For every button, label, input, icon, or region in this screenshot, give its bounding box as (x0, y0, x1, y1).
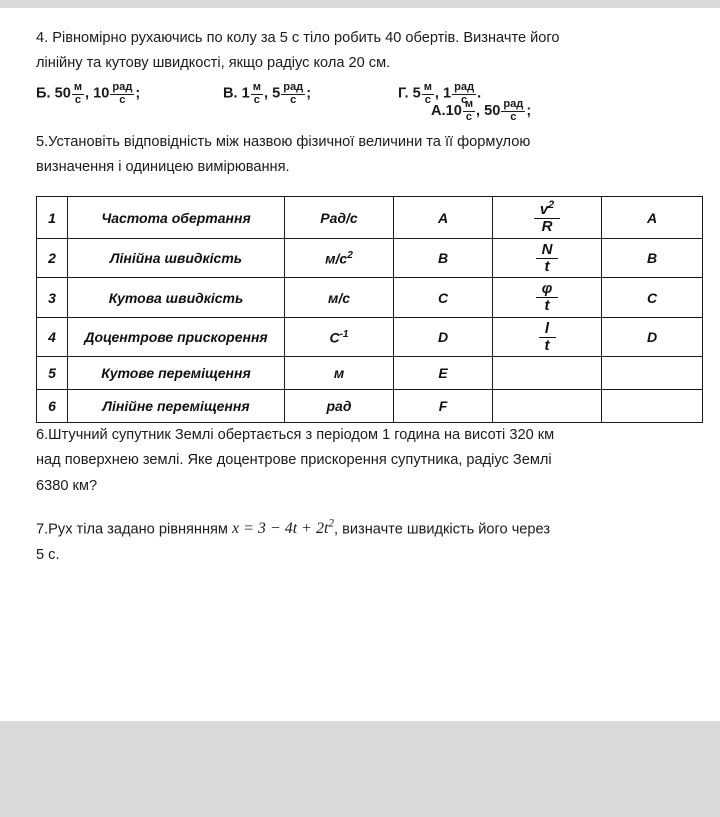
bottom-background-strip (0, 721, 720, 817)
unit-value: м (285, 357, 394, 390)
unit-value: рад (285, 390, 394, 423)
question-6-line-3: 6380 км? (36, 477, 98, 494)
formula-numerator: l (544, 319, 550, 337)
question-4-options-row (36, 82, 686, 116)
question-6-line-1: 6.Штучний супутник Землі обертається з періодом 1 година на висоті 320 км (36, 427, 555, 444)
option-a-value-2: 50 (484, 103, 501, 120)
formula-letter (602, 390, 703, 423)
question-4-line-2: лінійну та кутову швидкості, якщо радіус кола 20 см. (36, 55, 391, 72)
question-6-line-2: над поверхнею землі. Яке доцентрове прискорення супутника, радіус Землі (36, 452, 552, 469)
quantity-name: Лінійна швидкість (68, 238, 285, 278)
table-row (37, 357, 703, 390)
option-b-value-1: 50 (54, 85, 71, 102)
unit-value: $м/с^2$ (285, 238, 394, 278)
option-b-unit-2: $\frac{\text{рад}}{с}$ (112, 81, 133, 106)
table-row (37, 390, 703, 423)
quantity-name: Кутова швидкість (68, 278, 285, 318)
formula-cell (493, 197, 602, 239)
matching-table (36, 196, 703, 423)
table-row (37, 278, 703, 318)
option-v-separator: , (263, 85, 273, 102)
table-row (37, 238, 703, 278)
option-g-label: Г. (398, 85, 409, 102)
option-a-tail: ; (526, 103, 532, 120)
row-number: 6 (37, 390, 68, 423)
unit-letter: В (394, 238, 493, 278)
option-g-tail: . (477, 85, 482, 102)
formula-fraction (539, 321, 556, 354)
quantity-name: Лінійне переміщення (68, 390, 285, 423)
question-5-line-2: визначення і одиницею вимірювання. (36, 159, 290, 176)
option-b-unit-1: $\frac{м}{с}$ (73, 81, 83, 106)
option-b-label: Б. (36, 85, 51, 102)
option-v-tail: ; (306, 85, 312, 102)
top-background-strip (0, 0, 720, 8)
formula-cell (493, 390, 602, 423)
question-7-prefix: 7.Рух тіла задано рівнянням (36, 520, 233, 537)
unit-letter: С (394, 278, 493, 318)
option-v-label: В. (223, 85, 238, 102)
option-b-value-2: 10 (93, 85, 110, 102)
question-4-block (36, 26, 686, 123)
option-g-unit-2: $\frac{\text{рад}}{с}$ (454, 81, 475, 106)
question-6-block (36, 423, 686, 498)
question-4-line-1: 4. Рівномірно рухаючись по колу за 5 с тіло робить 40 обертів. Визначте його (36, 30, 560, 46)
quantity-name: Доцентрове прискорення (68, 317, 285, 357)
option-b (36, 82, 140, 106)
formula-numerator: $v^2$ (539, 199, 555, 219)
option-g-value-1: 5 (412, 85, 421, 102)
option-g-unit-1: $\frac{м}{с}$ (423, 81, 432, 106)
formula-letter: С (602, 278, 703, 318)
formula-denominator: t (539, 337, 556, 354)
formula-letter (602, 357, 703, 390)
unit-value: м/с (285, 278, 394, 318)
unit-letter: Е (394, 357, 493, 390)
row-number: 1 (37, 197, 68, 239)
option-b-separator: , (85, 85, 94, 102)
formula-cell (493, 278, 602, 318)
question-7-suffix: , визначте швидкість його через (334, 520, 551, 537)
table-row (37, 197, 703, 239)
quantity-name: Кутове переміщення (68, 357, 285, 390)
unit-value: Рад/с (285, 197, 394, 239)
formula-fraction (534, 200, 560, 235)
option-v-value-1: 1 (241, 85, 250, 102)
question-7-block (36, 515, 686, 568)
option-a-label: А. (431, 103, 446, 120)
formula-cell (493, 238, 602, 278)
unit-letter: F (394, 390, 493, 423)
unit-letter: А (394, 197, 493, 239)
row-number: 5 (37, 357, 68, 390)
formula-fraction (536, 281, 559, 314)
option-g-value-2: 1 (443, 85, 452, 102)
table-row (37, 317, 703, 357)
paper-sheet (0, 8, 720, 721)
formula-numerator: N (541, 240, 553, 258)
formula-letter: В (602, 238, 703, 278)
option-a-unit-2: $\frac{\text{рад}}{с}$ (503, 98, 524, 123)
question-5-block (36, 130, 686, 180)
formula-denominator: t (536, 297, 559, 314)
formula-cell (493, 317, 602, 357)
option-g (398, 82, 481, 106)
option-v (223, 82, 311, 106)
row-number: 4 (37, 317, 68, 357)
option-g-separator: , (434, 85, 444, 102)
option-a-separator: , (476, 103, 485, 120)
quantity-name: Частота обертання (68, 197, 285, 239)
option-v-value-2: 5 (272, 85, 281, 102)
question-7-line-1 (36, 515, 686, 543)
row-number: 2 (37, 238, 68, 278)
option-a-value-1: 10 (445, 103, 462, 120)
unit-letter: D (394, 317, 493, 357)
row-number: 3 (37, 278, 68, 318)
formula-cell (493, 357, 602, 390)
option-v-unit-1: $\frac{м}{с}$ (252, 81, 261, 106)
option-b-tail: ; (135, 85, 141, 102)
formula-letter: А (602, 197, 703, 239)
formula-denominator: R (534, 218, 560, 235)
option-a-unit-1: $\frac{м}{с}$ (464, 98, 474, 123)
question-7-line-2: 5 с. (36, 546, 60, 563)
formula-denominator: t (536, 258, 559, 275)
formula-numerator: φ (541, 280, 553, 298)
question-5-line-1: 5.Установіть відповідність між назвою фізичної величини та її формулою (36, 134, 531, 151)
question-7-equation: $x = 3 - 4t + 2t^2$ (232, 517, 335, 537)
option-v-unit-2: $\frac{\text{рад}}{с}$ (283, 81, 304, 106)
formula-letter: D (602, 317, 703, 357)
formula-fraction (536, 242, 559, 275)
unit-value: $С^{-1}$ (285, 317, 394, 357)
